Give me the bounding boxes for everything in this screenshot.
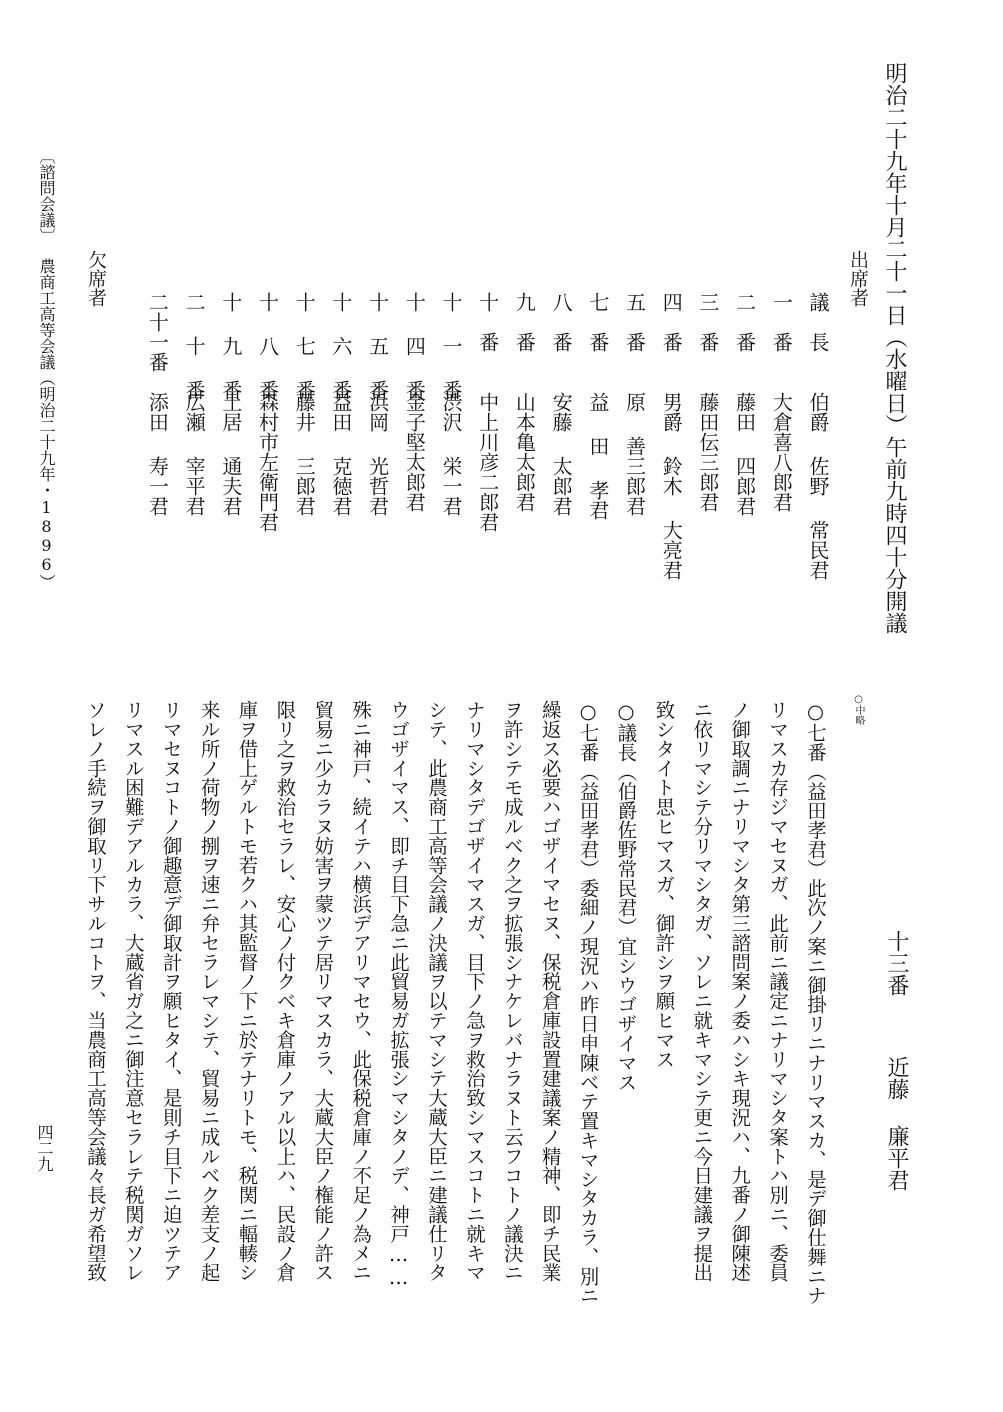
body-line: リマセヌコトノ御趣意デ御取計ヲ願ヒタイ、是則チ目下ニ迫ツテア	[159, 700, 183, 1282]
section-label: 〔諮問会議〕	[37, 148, 56, 244]
attendee-number: 十 八 番	[255, 292, 280, 400]
body-line: ○七番（益田孝君）委細ノ現況ハ昨日申陳ベテ置キマシタカラ、別ニ	[576, 700, 600, 1305]
attendee-number: 七 番	[585, 292, 610, 352]
body-line: ソレノ手続ヲ御取リ下サルコトヲ、当農商工高等会議々長ガ希望致	[83, 700, 107, 1282]
date-line: 明治二十九年十月二十一日（水曜日）午前九時四十分開議	[882, 62, 907, 634]
attendee-number: 十 七 番	[292, 292, 317, 400]
attendee-number: 十 一 番	[439, 292, 463, 400]
omit-mark: ○中略	[853, 694, 864, 725]
attendee-number: 九 番	[512, 292, 537, 352]
body-line: 限リ之ヲ救治セラレ、安心ノ付クベキ倉庫ノアル以上ハ、民設ノ倉	[273, 700, 297, 1282]
attendee-name: 安藤 太郎君	[549, 392, 574, 516]
body-line: ○議長（伯爵佐野常民君）宜シウゴザイマス	[614, 700, 638, 1092]
body-line: シテ、此農商工高等会議ノ決議ヲ以テマシテ大蔵大臣ニ建議仕リタ	[425, 700, 448, 1282]
attendee-name: 益 田 孝君	[585, 392, 610, 520]
attendee-number: 八 番	[549, 292, 574, 352]
attendee-number: 二十一番	[145, 292, 170, 372]
attendee-name: 渋沢 栄一君	[439, 392, 463, 516]
body-line: ウゴザイマス、即チ目下急ニ此貿易ガ拡張シマシタノデ、神戸……	[387, 700, 411, 1290]
attendee-name: 男爵 鈴木 大亮君	[659, 392, 684, 580]
attendee-name: 中上川彦二郎君	[475, 392, 500, 532]
attendee-name: 浜岡 光哲君	[365, 392, 390, 516]
attendee-name: 森村市左衛門君	[255, 392, 280, 532]
attendee-number: 三 番	[695, 292, 720, 352]
attendee-name: 広瀬 宰平君	[182, 392, 207, 516]
attendee-number: 四 番	[659, 292, 684, 352]
body-line: ナリマシタデゴザイマスガ、目下ノ急ヲ救治致シマスコトニ就キマ	[462, 700, 486, 1282]
body-line: ○七番（益田孝君）此次ノ案ニ御掛リニナリマスカ、是デ御仕舞ニナ	[804, 700, 827, 1305]
body-line: 貿易ニ少カラヌ妨害ヲ蒙ツテ居リマスカラ、大蔵大臣ノ権能ノ許ス	[311, 700, 335, 1282]
attendee-name: 添田 寿一君	[145, 392, 170, 516]
attendee-number: 一 番	[769, 292, 794, 352]
attendee-number: 二 番	[732, 292, 757, 352]
body-line: リマスル困難デアルカラ、大蔵省ガ之ニ御注意セラレテ税関ガソレ	[121, 700, 145, 1282]
body-line: ノ御取調ニナリマシタ第三諮問案ノ委ハシキ現況ハ、九番ノ御陳述	[728, 700, 752, 1282]
attendees-label: 出席者	[847, 250, 869, 307]
attendee-name: 伯爵 佐野 常民君	[806, 392, 830, 580]
absentees-label: 欠席者	[85, 250, 107, 307]
attendee-number: 十 五 番	[365, 292, 390, 400]
body-line: 来ル所ノ荷物ノ捌ヲ速ニ弁セラレマシテ、貿易ニ成ルベク差支ノ起	[197, 700, 221, 1282]
attendee-name: 山本亀太郎君	[512, 392, 537, 512]
body-line: 繰返ス必要ハゴザイマセヌ、保税倉庫設置建議案ノ精神、即チ民業	[538, 700, 562, 1282]
attendee-number: 五 番	[622, 292, 647, 352]
body-line: 庫ヲ借上ゲルトモ若クハ其監督ノ下ニ於テナリトモ、税関ニ輻輳シ	[235, 700, 259, 1282]
attendee-number: 十 六 番	[328, 292, 353, 400]
attendee-number: 二 十 番	[182, 292, 207, 400]
attendee-number: 議 長	[806, 292, 830, 352]
attendee-number: 十 番	[475, 292, 500, 352]
subsection-label: 農商工高等会議（明治二十九年・1896）	[37, 258, 56, 590]
speaker-name: 近藤 廉平君	[884, 1056, 909, 1191]
attendee-number: 十 四 番	[402, 292, 427, 400]
body-line: ニ依リマシテ分リマシタガ、ソレニ就キマシテ更ニ今日建議ヲ提出	[690, 700, 714, 1282]
body-line: ヲ許シテモ成ルベク之ヲ拡張シナケレバナラヌト云フコトノ議決ニ	[500, 700, 524, 1282]
attendee-name: 金子堅太郎君	[402, 392, 427, 512]
attendee-name: 藤田 四郎君	[732, 392, 757, 516]
page-number: 四二九	[35, 1124, 54, 1172]
body-line: 殊ニ神戸、続イテハ横浜デアリマセウ、此保税倉庫ノ不足ノ為メニ	[349, 700, 373, 1282]
attendee-name: 大倉喜八郎君	[769, 392, 794, 512]
body-line: 致シタイト思ヒマスガ、御許シヲ願ヒマス	[652, 700, 676, 1069]
attendee-name: 土居 通夫君	[218, 392, 243, 516]
attendee-number: 十 九 番	[218, 292, 243, 400]
speaker-number: 十三番	[884, 930, 909, 996]
attendee-name: 益田 克徳君	[328, 392, 353, 516]
attendee-name: 藤井 三郎君	[292, 392, 317, 516]
attendee-name: 藤田伝三郎君	[695, 392, 720, 512]
attendee-name: 原 善三郎君	[622, 392, 647, 516]
body-line: リマスカ存ジマセヌガ、此前ニ議定ニナリマシタ案トハ別ニ、委員	[766, 700, 790, 1282]
